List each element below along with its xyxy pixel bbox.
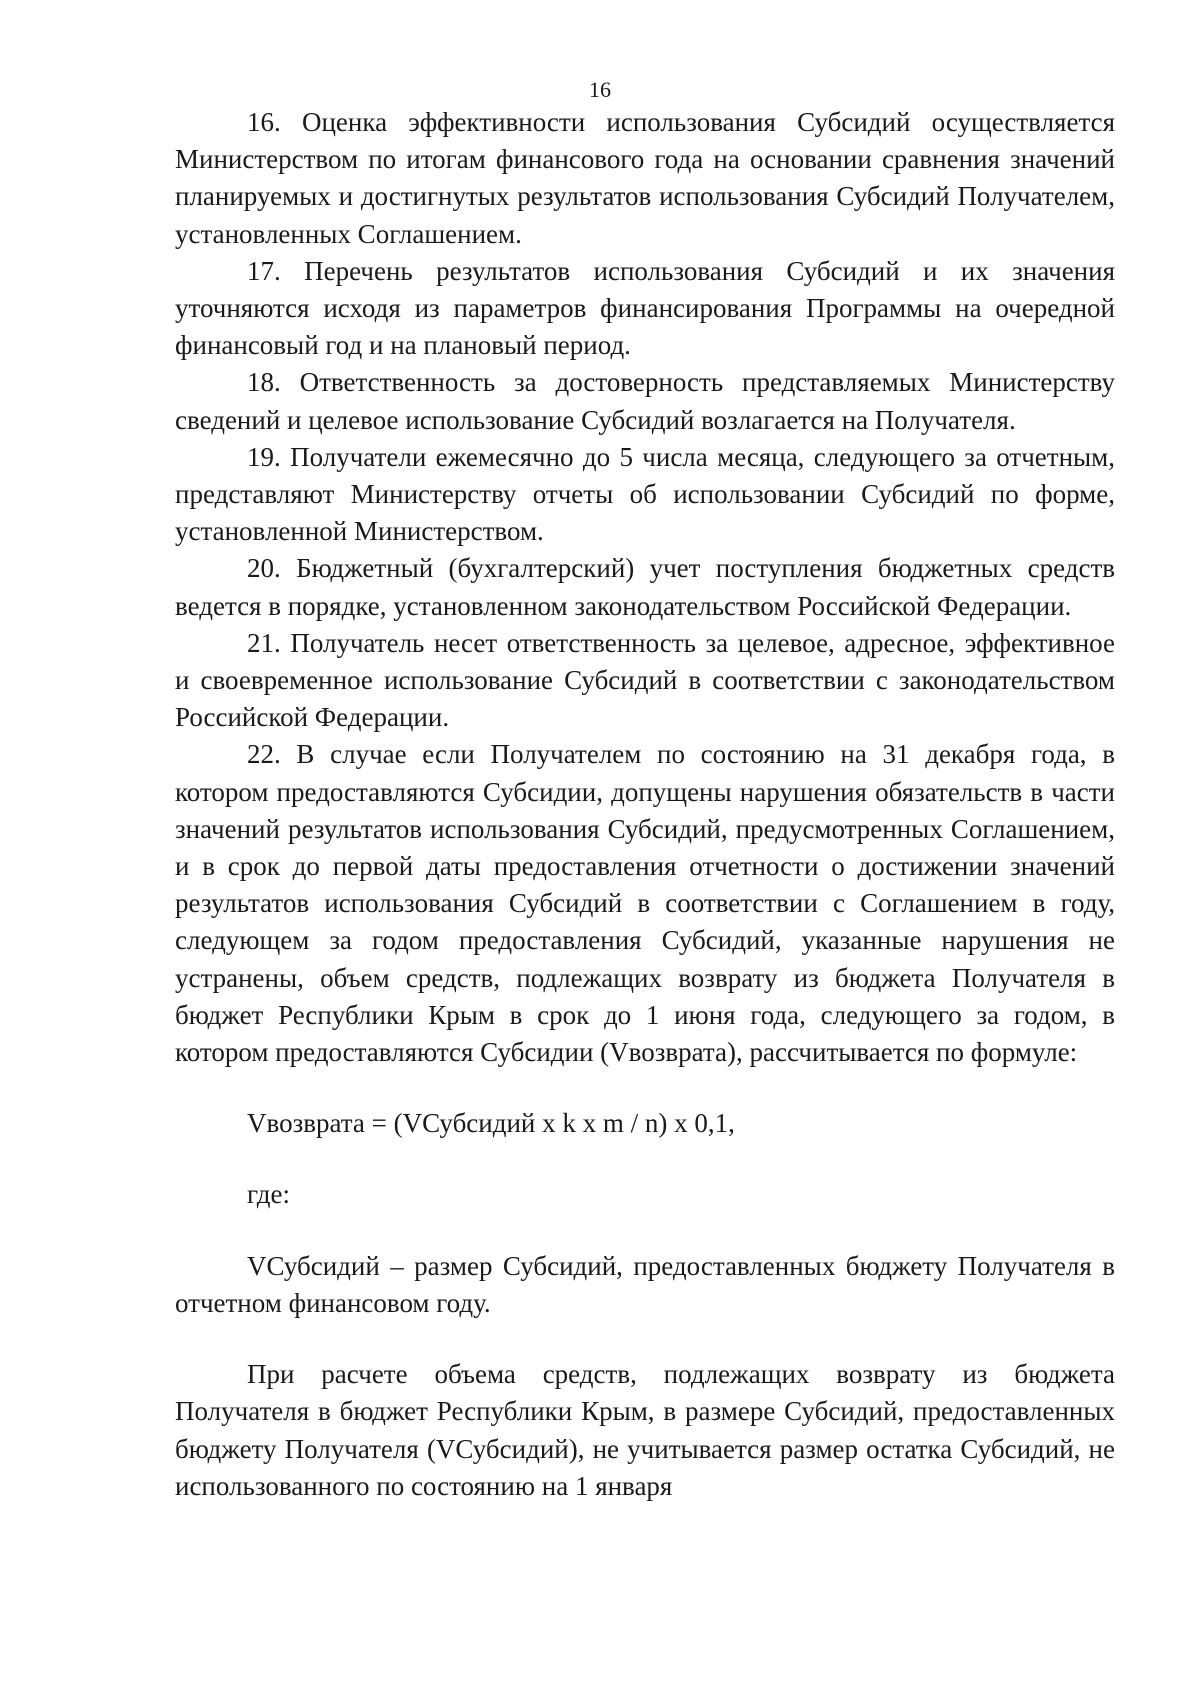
paragraph-20: 20. Бюджетный (бухгалтерский) учет поступления бюджетных средств ведется в порядке, установленном законодательством Российской Федерации. (175, 553, 1115, 621)
paragraph-21: 21. Получатель несет ответственность за целевое, адресное, эффективное и своевременное использование Субсидий в соответствии с законодательством Российской Федерации. (175, 627, 1115, 733)
paragraph-19: 19. Получатели ежемесячно до 5 числа месяца, следующего за отчетным, представляют Министерству отчеты об использовании Субсидий по форме, установленной Министерством. (175, 441, 1115, 547)
return-formula: Vвозврата = (VСубсидий x k x m / n) x 0,1, (247, 1108, 735, 1139)
paragraph-22: 22. В случае если Получателем по состоянию на 31 декабря года, в котором предоставляются Субсидии, допущены нарушения обязательств в части значений результатов использования Субсидий, предусмотренных Соглашением, и в срок до первой даты предоставления отчетности о достижении значений результатов использования Субсидий в соответствии с Соглашением в году, следующем за годом предоставления Субсидий, указанные нарушения не устранены, объем средств, подлежащих возврату из бюджета Получателя в бюджет Республики Крым в срок до 1 июня года, следующего за годом, в котором предоставляются Субсидии (Vвозврата), рассчитывается по формуле: (175, 739, 1115, 1068)
paragraph-18: 18. Ответственность за достоверность представляемых Министерству сведений и целевое использование Субсидий возлагается на Получателя. (175, 367, 1115, 435)
page-number: 16 (589, 77, 611, 102)
calculation-note: При расчете объема средств, подлежащих возврату из бюджета Получателя в бюджет Республики Крым, в размере Субсидий, предоставленных бюджету Получателя (VСубсидий), не учитывается размер остатка Субсидий, не использованного по состоянию на 1 января (175, 1359, 1115, 1501)
document-body (175, 104, 1115, 1505)
formula-where-label: где: (247, 1179, 290, 1210)
paragraph-16: 16. Оценка эффективности использования Субсидий осуществляется Министерством по итогам финансового года на основании сравнения значений планируемых и достигнутых результатов использования Субсидий Получателем, установленных Соглашением. (175, 107, 1115, 249)
formula-definition: VСубсидий – размер Субсидий, предоставленных бюджету Получателя в отчетном финансовом году. (175, 1250, 1115, 1318)
paragraph-17: 17. Перечень результатов использования Субсидий и их значения уточняются исходя из параметров финансирования Программы на очередной финансовый год и на плановый период. (175, 255, 1115, 361)
